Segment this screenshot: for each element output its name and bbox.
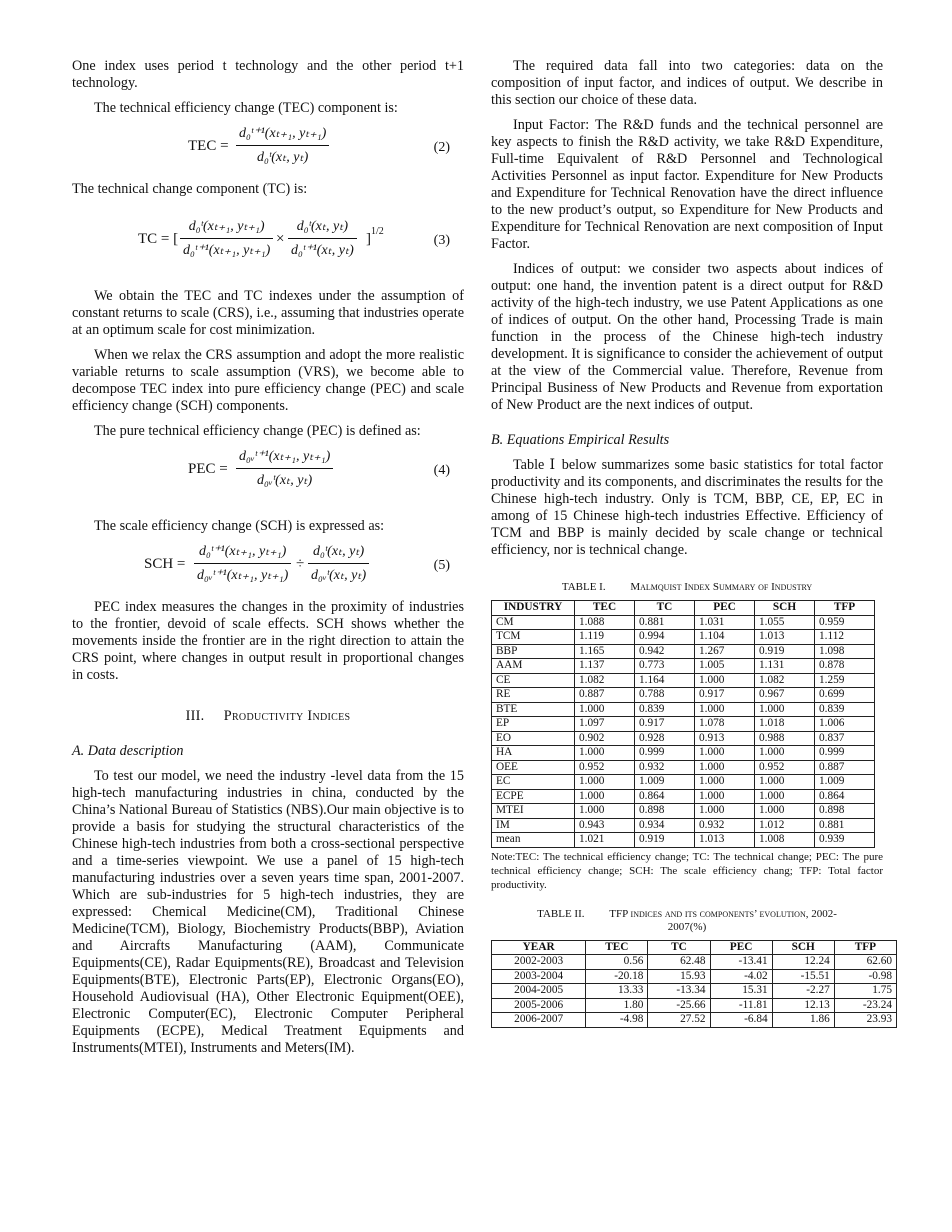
table-cell: BBP	[492, 644, 575, 659]
table-cell: 0.788	[635, 688, 695, 703]
fraction	[236, 125, 329, 166]
table-cell: 1.000	[755, 789, 815, 804]
table-cell: -6.84	[710, 1013, 772, 1028]
table-row	[492, 984, 897, 999]
denominator: d₀ᵗ(xₜ, yₜ)	[257, 150, 309, 165]
table-cell: 1.000	[695, 804, 755, 819]
column-header: TEC	[586, 940, 648, 955]
table-cell: 1.000	[755, 775, 815, 790]
fraction	[288, 218, 357, 259]
table-cell: 1.000	[575, 775, 635, 790]
section-title: Productivity Indices	[223, 708, 351, 724]
table-cell: 62.48	[648, 955, 710, 970]
numerator: d₀ᵗ⁺¹(xₜ₊₁, yₜ₊₁)	[194, 543, 291, 564]
denominator: d₀ᵥᵗ⁺¹(xₜ₊₁, yₜ₊₁)	[197, 568, 289, 583]
denominator: d₀ᵥᵗ(xₜ, yₜ)	[257, 473, 313, 488]
subsection-heading: B. Equations Empirical Results	[491, 432, 670, 448]
table-cell: 1.000	[755, 746, 815, 761]
table-cell: 1.000	[575, 746, 635, 761]
table-cell: 1.267	[695, 644, 755, 659]
equation-3	[72, 218, 464, 274]
equation-lhs: TC = [	[138, 231, 179, 247]
table-cell: 1.055	[755, 615, 815, 630]
table-row	[492, 717, 875, 732]
table-cell: 0.994	[635, 630, 695, 645]
equation-number: (4)	[433, 463, 450, 478]
table-cell: 1.008	[755, 833, 815, 848]
table-cell: 1.000	[695, 746, 755, 761]
table-cell: 1.165	[575, 644, 635, 659]
table-cell: 0.837	[815, 731, 875, 746]
table-cell: 0.939	[815, 833, 875, 848]
paragraph: Input Factor: The R&D funds and the technical personnel are key aspects to finish the R&D activity, we take R&D Expenditure, Full-time Equivalent of R&D Personnel and Technological Activities Personnel as input factor. Expenditure for New Products and Expenditure for Technical Renovation have the direct influence to the new product’s output, so Expenditure for New Products and Expenditure for Technical Renovation are next composition of Input Factor.	[491, 117, 883, 252]
table-row	[492, 1013, 897, 1028]
table-cell: 1.000	[695, 789, 755, 804]
table-cell: 0.864	[635, 789, 695, 804]
table-cell: 1.082	[575, 673, 635, 688]
table-cell: 1.012	[755, 818, 815, 833]
table-cell: RE	[492, 688, 575, 703]
paragraph: The required data fall into two categories: data on the composition of input factor, and indices of output. We describe in this section our choice of these data.	[491, 58, 883, 108]
table-row	[492, 804, 875, 819]
table-row	[492, 775, 875, 790]
table-cell: 1.005	[695, 659, 755, 674]
table-cell: 0.932	[635, 760, 695, 775]
table-cell: 62.60	[834, 955, 896, 970]
table-cell: 0.878	[815, 659, 875, 674]
table-cell: 1.088	[575, 615, 635, 630]
table-title: Malmquist Index Summary of Industry	[630, 581, 813, 593]
table-cell: 1.021	[575, 833, 635, 848]
table-number: TABLE I.	[561, 581, 606, 593]
table-cell: 2002-2003	[492, 955, 586, 970]
table-cell: 1.000	[695, 760, 755, 775]
table-row	[492, 688, 875, 703]
paragraph: The technical efficiency change (TEC) component is:	[94, 100, 398, 116]
table-row	[492, 818, 875, 833]
table-cell: -4.98	[586, 1013, 648, 1028]
equation-lhs: TEC =	[188, 138, 229, 154]
table-cell: 1.137	[575, 659, 635, 674]
column-header: TC	[648, 940, 710, 955]
table-cell: 1.000	[575, 789, 635, 804]
equation-2	[72, 125, 464, 177]
table-header-row	[492, 601, 875, 616]
table-cell: 1.098	[815, 644, 875, 659]
numerator: d₀ᵥᵗ⁺¹(xₜ₊₁, yₜ₊₁)	[236, 448, 333, 469]
table-row	[492, 659, 875, 674]
table-cell: 15.93	[648, 969, 710, 984]
column-header: PEC	[695, 601, 755, 616]
tfp-evolution-table	[491, 940, 897, 1028]
table-cell: 1.164	[635, 673, 695, 688]
table-cell: 0.864	[815, 789, 875, 804]
table-cell: -25.66	[648, 998, 710, 1013]
table-cell: 2004-2005	[492, 984, 586, 999]
table-cell: ECPE	[492, 789, 575, 804]
table-cell: 1.082	[755, 673, 815, 688]
equation-number: (2)	[433, 140, 450, 155]
table-cell: -13.34	[648, 984, 710, 999]
table-row	[492, 998, 897, 1013]
section-number: III.	[185, 708, 205, 724]
table-number: TABLE II.	[537, 907, 585, 920]
table-cell: 12.13	[772, 998, 834, 1013]
column-header: YEAR	[492, 940, 586, 955]
table-cell: 0.919	[755, 644, 815, 659]
table-cell: 1.078	[695, 717, 755, 732]
column-header: TFP	[815, 601, 875, 616]
table-row	[492, 644, 875, 659]
table-row	[492, 955, 897, 970]
paragraph: We obtain the TEC and TC indexes under the assumption of constant returns to scale (CRS), i.e., assuming that industries operate at an optimum scale for cost minimization.	[72, 288, 464, 338]
table-cell: 0.699	[815, 688, 875, 703]
table-row	[492, 760, 875, 775]
table-cell: 0.934	[635, 818, 695, 833]
table-cell: 1.031	[695, 615, 755, 630]
table-cell: 0.959	[815, 615, 875, 630]
fraction	[308, 543, 369, 584]
table-cell: 0.913	[695, 731, 755, 746]
column-header: TC	[635, 601, 695, 616]
equation-number: (5)	[433, 558, 450, 573]
equation-lhs: PEC =	[188, 461, 228, 477]
table-title: TFP indices and its components’ evolution, 2002-2007(%)	[609, 907, 837, 933]
table-cell: AAM	[492, 659, 575, 674]
table-cell: HA	[492, 746, 575, 761]
malmquist-index-table	[491, 600, 875, 848]
table-body	[492, 955, 897, 1028]
table-cell: 23.93	[834, 1013, 896, 1028]
table-cell: -15.51	[772, 969, 834, 984]
fraction	[194, 543, 291, 584]
table-cell: 0.773	[635, 659, 695, 674]
table-cell: 1.119	[575, 630, 635, 645]
table-cell: 1.104	[695, 630, 755, 645]
bracket: ]	[366, 231, 371, 247]
column-header: TEC	[575, 601, 635, 616]
table-cell: 1.000	[695, 673, 755, 688]
table-cell: CE	[492, 673, 575, 688]
table-cell: EP	[492, 717, 575, 732]
table-cell: 15.31	[710, 984, 772, 999]
paragraph: The scale efficiency change (SCH) is expressed as:	[94, 518, 385, 534]
denominator: d₀ᵗ⁺¹(xₜ, yₜ)	[291, 243, 354, 258]
table-cell: 1.112	[815, 630, 875, 645]
fraction	[180, 218, 273, 259]
table-row	[492, 702, 875, 717]
numerator: d₀ᵗ(xₜ₊₁, yₜ₊₁)	[180, 218, 273, 239]
table-cell: 1.000	[695, 702, 755, 717]
table-cell: 0.56	[586, 955, 648, 970]
table-cell: 1.013	[755, 630, 815, 645]
table-cell: 13.33	[586, 984, 648, 999]
table-cell: 0.999	[815, 746, 875, 761]
left-column	[72, 58, 464, 1065]
table-cell: 0.999	[635, 746, 695, 761]
table-cell: 0.942	[635, 644, 695, 659]
table-cell: 1.006	[815, 717, 875, 732]
column-header: TFP	[834, 940, 896, 955]
table-cell: 1.000	[755, 702, 815, 717]
table-caption	[491, 581, 883, 594]
subsection-heading: A. Data description	[72, 743, 184, 759]
table-cell: -20.18	[586, 969, 648, 984]
right-column	[491, 58, 892, 1028]
equation-number: (3)	[433, 233, 450, 248]
table-cell: 0.902	[575, 731, 635, 746]
table-cell: EO	[492, 731, 575, 746]
table-row	[492, 731, 875, 746]
paragraph: One index uses period t technology and the other period t+1 technology.	[72, 58, 464, 91]
table-cell: 0.887	[815, 760, 875, 775]
column-header: SCH	[772, 940, 834, 955]
paragraph: PEC index measures the changes in the proximity of industries to the frontier, devoid of scale effects. SCH shows whether the movements inside the frontier are in the right direction to attain the CRS point, where changes in output result in proportional changes in costs.	[72, 599, 464, 683]
table-row	[492, 615, 875, 630]
table-note: Note:TEC: The technical efficiency change; TC: The technical change; PEC: The pure technical efficiency change; SCH: The scale efficiency chang; TFP: Total factor productivity.	[491, 850, 883, 891]
table-cell: 1.86	[772, 1013, 834, 1028]
table-cell: 1.000	[695, 775, 755, 790]
section-heading	[72, 708, 464, 725]
table-cell: 0.988	[755, 731, 815, 746]
table-cell: 2005-2006	[492, 998, 586, 1013]
table-cell: 1.80	[586, 998, 648, 1013]
table-cell: 1.009	[635, 775, 695, 790]
table-cell: 1.013	[695, 833, 755, 848]
table-cell: 1.000	[575, 804, 635, 819]
table-cell: 0.952	[575, 760, 635, 775]
table-header-row	[492, 940, 897, 955]
divide-operator: ÷	[296, 556, 305, 572]
table-cell: BTE	[492, 702, 575, 717]
column-header: SCH	[755, 601, 815, 616]
table-cell: 12.24	[772, 955, 834, 970]
table-cell: 2006-2007	[492, 1013, 586, 1028]
table-cell: 1.75	[834, 984, 896, 999]
numerator: d₀ᵗ(xₜ, yₜ)	[288, 218, 357, 239]
table-cell: 0.952	[755, 760, 815, 775]
equation-lhs: SCH =	[144, 556, 186, 572]
equation-5	[72, 543, 464, 595]
paragraph: The technical change component (TC) is:	[72, 181, 308, 197]
table-cell: -13.41	[710, 955, 772, 970]
paragraph: Table Ⅰ below summarizes some basic statistics for total factor productivity and its components, and discriminates the results for the Chinese high-tech industry. Only is TCM, BBP, CE, EP, EC in among of 15 Chinese high-tech industries Effective. Efficiency of TCM and BBP is mainly decided by scale change or technical efficiency, nor is technical change.	[491, 457, 883, 558]
table-cell: 0.932	[695, 818, 755, 833]
table-cell: 1.009	[815, 775, 875, 790]
table-cell: 0.881	[815, 818, 875, 833]
table-cell: 1.131	[755, 659, 815, 674]
table-cell: mean	[492, 833, 575, 848]
table-cell: 0.919	[635, 833, 695, 848]
table-cell: 1.018	[755, 717, 815, 732]
table-cell: MTEI	[492, 804, 575, 819]
table-cell: 0.967	[755, 688, 815, 703]
table-cell: -23.24	[834, 998, 896, 1013]
table-cell: IM	[492, 818, 575, 833]
table-cell: -4.02	[710, 969, 772, 984]
table-body	[492, 615, 875, 847]
table-cell: 0.917	[635, 717, 695, 732]
table-cell: CM	[492, 615, 575, 630]
table-cell: 0.898	[815, 804, 875, 819]
table-cell: 0.917	[695, 688, 755, 703]
numerator: d₀ᵗ(xₜ, yₜ)	[308, 543, 369, 564]
column-header: PEC	[710, 940, 772, 955]
equation-4	[72, 448, 464, 500]
table-row	[492, 789, 875, 804]
table-cell: 0.928	[635, 731, 695, 746]
table-cell: 0.887	[575, 688, 635, 703]
numerator: d₀ᵗ⁺¹(xₜ₊₁, yₜ₊₁)	[236, 125, 329, 146]
table-cell: 0.943	[575, 818, 635, 833]
table-cell: 2003-2004	[492, 969, 586, 984]
table-cell: OEE	[492, 760, 575, 775]
table-caption	[491, 908, 883, 934]
paragraph: When we relax the CRS assumption and adopt the more realistic variable returns to scale assumption (VRS), we become able to decompose TEC index into pure efficiency change (PEC) and scale efficiency change (SCH) components.	[72, 347, 464, 414]
table-cell: 0.839	[815, 702, 875, 717]
table-cell: -11.81	[710, 998, 772, 1013]
table-cell: TCM	[492, 630, 575, 645]
table-cell: 0.898	[635, 804, 695, 819]
denominator: d₀ᵗ⁺¹(xₜ₊₁, yₜ₊₁)	[183, 243, 271, 258]
column-header: INDUSTRY	[492, 601, 575, 616]
paragraph: Indices of output: we consider two aspects about indices of output: one hand, the invention patent is a direct output for R&D activity of the high-tech industry, we use Patent Applications as one of indices of output. On the other hand, Processing Trade is main function in the process of the Chinese high-tech industry development. It is significance to consider the achievement of output at the view of the Commercial value. Therefore, Revenue from Principal Business of New Products and Revenue from exportation of New Product are the next indices of output.	[491, 261, 883, 413]
table-cell: 1.097	[575, 717, 635, 732]
table-row	[492, 746, 875, 761]
table-row	[492, 630, 875, 645]
table-row	[492, 673, 875, 688]
paragraph: To test our model, we need the industry -level data from the 15 high-tech manufacturing industries in china, conducted by the China’s National Bureau of Statistics (NBS).Our main objective is to provide a basis for studying the structural characteristics of the Chinese high-tech industries from both a cross-sectional perspective and a time-series viewpoint. We use a panel of 15 high-tech manufacturing industries over a seven years time span, 2001-2007. Which are sub-industries for 5 high-tech industries, they are expressed: Chemical Medicine(CM), Traditional Chinese Medicine(TCM), Biology, Biochemistry Products(BBP), Aviation and Aircrafts Manufacturing (AAM), Communicate Equipments(CE), Radar Equipments(RE), Broadcast and Television Equipments(BTE), Electronic Parts(EP), Electronic Organs(EO), Household Audiovisual (HA), Other Electronic Equipment(OEE), Electronic Computer(EC), Electronic Computer Peripheral Equipments (ECPE), Medical Treatment Equipments and Instruments(MTEI), Instruments and Meters(IM).	[72, 768, 464, 1056]
times-operator: ×	[276, 231, 285, 247]
table-cell: -0.98	[834, 969, 896, 984]
table-cell: 1.000	[755, 804, 815, 819]
paragraph: The pure technical efficiency change (PEC) is defined as:	[94, 423, 421, 439]
table-row	[492, 833, 875, 848]
table-cell: 0.839	[635, 702, 695, 717]
table-row	[492, 969, 897, 984]
table-cell: 0.881	[635, 615, 695, 630]
table-cell: 27.52	[648, 1013, 710, 1028]
table-cell: 1.259	[815, 673, 875, 688]
table-cell: 1.000	[575, 702, 635, 717]
table-cell: -2.27	[772, 984, 834, 999]
table-cell: EC	[492, 775, 575, 790]
exponent: 1/2	[371, 226, 384, 237]
fraction	[236, 448, 333, 489]
denominator: d₀ᵥᵗ(xₜ, yₜ)	[311, 568, 367, 583]
